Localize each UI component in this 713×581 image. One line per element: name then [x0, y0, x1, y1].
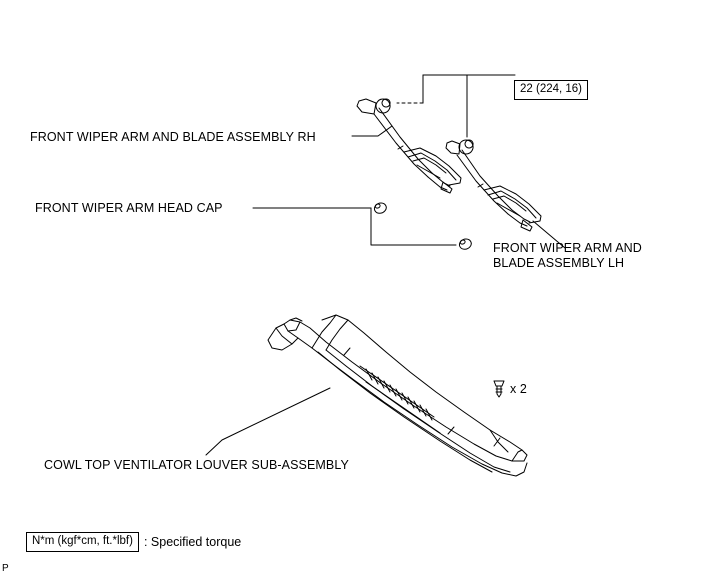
label-wiper-arm-blade-rh: FRONT WIPER ARM AND BLADE ASSEMBLY RH — [30, 130, 316, 144]
corner-mark: P — [2, 563, 9, 574]
label-leader-lines — [206, 126, 565, 455]
clip-fastener-icon — [494, 381, 504, 397]
cowl-top-ventilator-louver — [268, 315, 527, 476]
clip-quantity-callout: x 2 — [510, 382, 527, 396]
legend — [26, 532, 241, 552]
wiper-arm-lh — [446, 140, 541, 231]
wiper-arm-head-caps — [374, 203, 471, 249]
wiper-arm-rh — [357, 99, 461, 193]
legend-description: : Specified torque — [143, 535, 242, 549]
label-wiper-arm-head-cap: FRONT WIPER ARM HEAD CAP — [35, 201, 223, 215]
legend-unit-box: N*m (kgf*cm, ft.*lbf) — [26, 532, 139, 552]
label-cowl-top-ventilator-louver: COWL TOP VENTILATOR LOUVER SUB-ASSEMBLY — [44, 458, 349, 472]
label-wiper-arm-blade-lh: FRONT WIPER ARM AND BLADE ASSEMBLY LH — [493, 241, 642, 270]
torque-value-callout: 22 (224, 16) — [514, 80, 588, 100]
torque-leader-lines — [397, 75, 515, 137]
